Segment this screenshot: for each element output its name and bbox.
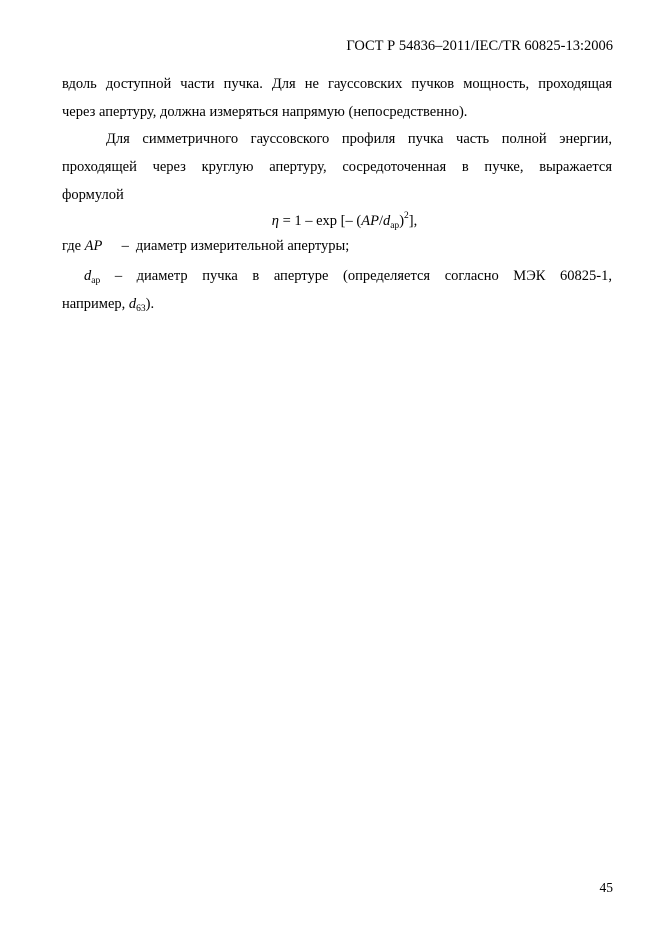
paragraph-line: Для симметричного гауссовского профиля пучка часть полной энергии,	[106, 131, 612, 147]
formula-ap: AP	[361, 213, 379, 229]
definition-dap-subscript: ap	[91, 276, 101, 286]
document-header: ГОСТ Р 54836–2011/IEC/TR 60825-13:2006	[346, 38, 613, 54]
definition-dash: –	[121, 238, 129, 254]
formula-eta: η	[271, 213, 279, 229]
formula-d-subscript: ap	[390, 221, 400, 231]
definition-ap-text: диаметр измерительной апертуры;	[135, 238, 350, 254]
definition-ap	[62, 234, 349, 258]
formula-slash: /	[378, 213, 383, 229]
definition-d63-subscript: 63	[136, 304, 146, 314]
definition-dap-symbol: d	[84, 268, 92, 284]
page-number: 45	[599, 880, 613, 895]
definition-where-word: где	[62, 238, 85, 254]
formula-close-paren: )	[399, 213, 405, 229]
paragraph-gaussian-profile	[62, 125, 612, 209]
paragraph-line: вдоль доступной части пучка. Для не гауссовских пучков мощность, проходящая	[62, 76, 612, 92]
paragraph-continuation	[62, 70, 612, 126]
formula-expression	[272, 209, 418, 233]
formula-exponent: 2	[404, 211, 409, 221]
formula-d: d	[382, 213, 391, 229]
definition-example-prefix: например,	[62, 296, 129, 312]
definition-dap-text: – диаметр пучка в апертуре (определяется согласно МЭК 60825-1,	[100, 268, 612, 284]
definition-dap	[62, 262, 612, 318]
paragraph-line: через апертуру, должна измеряться напрямую (непосредственно).	[62, 104, 468, 120]
definition-dap-line	[62, 262, 612, 290]
definition-dap-line	[62, 290, 612, 318]
definition-example-suffix: ).	[145, 296, 155, 312]
paragraph-line: формулой	[62, 187, 124, 203]
formula-part: = 1 – exp [– (	[278, 213, 362, 229]
formula-end: ],	[408, 213, 418, 229]
definition-d63-symbol: d	[128, 296, 137, 312]
definition-ap-symbol: AP	[84, 238, 103, 254]
energy-fraction-formula	[0, 209, 661, 233]
paragraph-line: проходящей через круглую апертуру, сосредоточенная в пучке, выражается	[62, 159, 612, 175]
